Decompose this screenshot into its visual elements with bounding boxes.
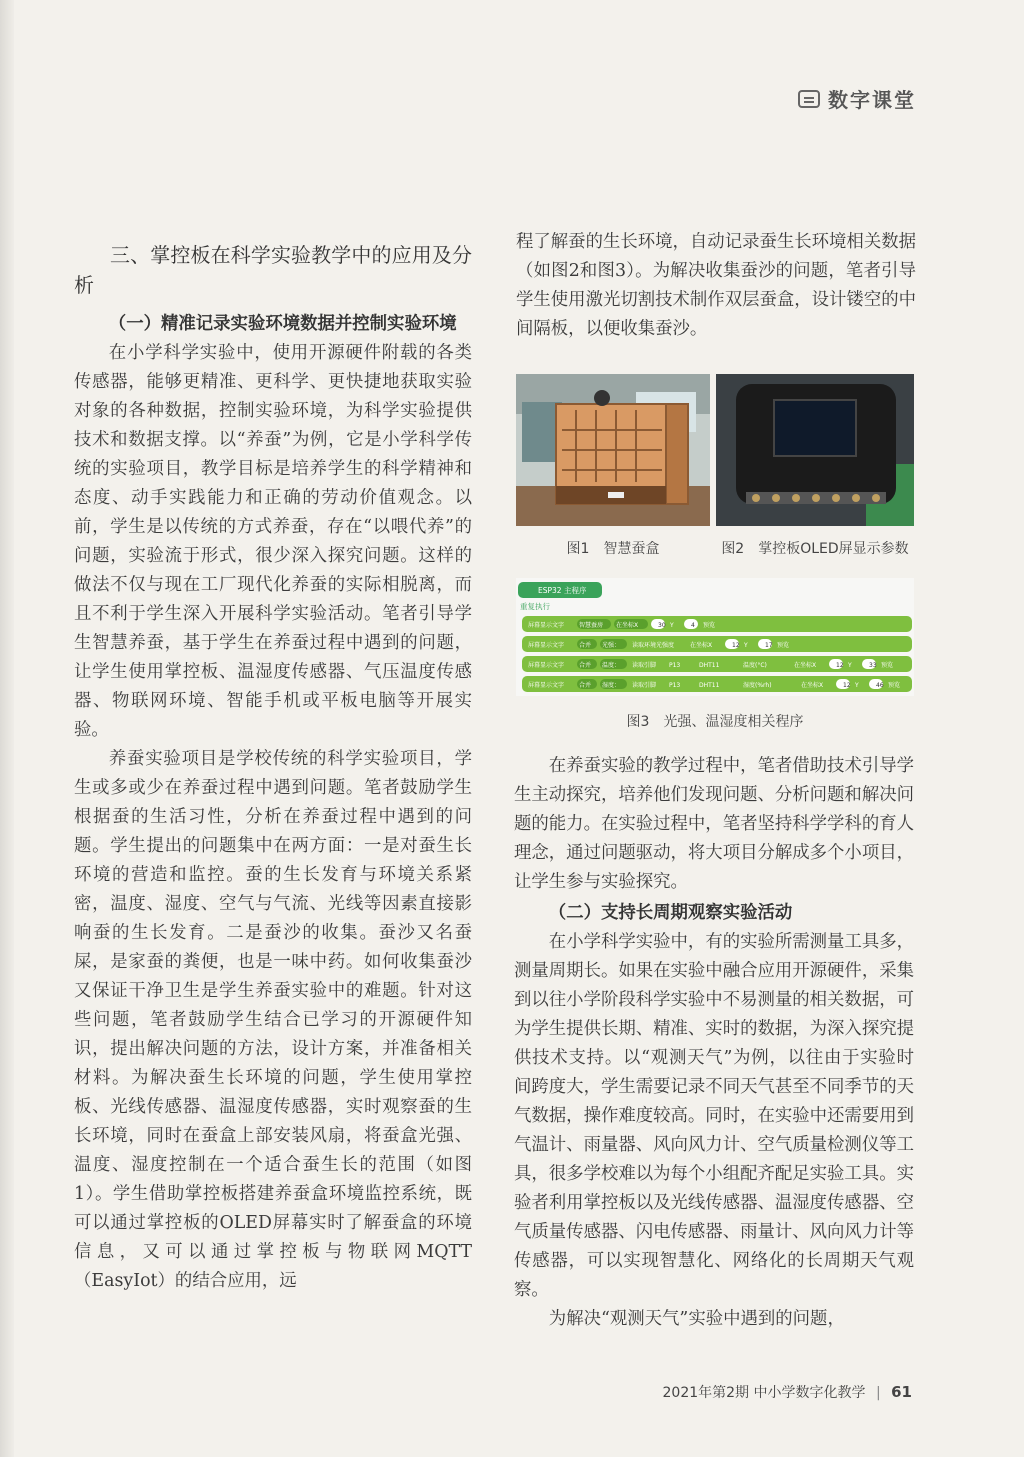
code-token: 湿度： bbox=[602, 682, 621, 689]
code-token: 在坐标X bbox=[690, 642, 713, 649]
code-token: 预览 bbox=[703, 622, 716, 629]
right-column-bottom bbox=[514, 752, 914, 1334]
figure-1-caption: 图1 智慧蚕盒 bbox=[566, 541, 660, 557]
code-token: 湿度(%rh) bbox=[743, 682, 772, 689]
page-number: 61 bbox=[891, 1383, 912, 1401]
code-token: 12 bbox=[843, 682, 851, 689]
section-heading: 三、掌控板在科学实验教学中的应用及分析 bbox=[74, 243, 472, 297]
code-token: P13 bbox=[669, 662, 681, 669]
figure-3-caption: 图3 光强、温湿度相关程序 bbox=[626, 714, 804, 730]
figure-2-caption: 图2 掌控板OLED屏显示参数 bbox=[721, 541, 909, 557]
code-token: 33 bbox=[869, 662, 877, 669]
code-token: 在坐标X bbox=[801, 682, 824, 689]
code-token: 屏幕显示文字 bbox=[528, 662, 565, 669]
block-program-illustration bbox=[516, 578, 914, 696]
silkworm-box-illustration bbox=[516, 374, 710, 526]
code-block-head: ESP32 主程序 bbox=[538, 586, 587, 595]
page-edge bbox=[0, 0, 14, 1457]
code-token: 预览 bbox=[881, 662, 894, 669]
code-token: 读取引脚 bbox=[632, 682, 657, 689]
code-token: 30 bbox=[658, 622, 666, 629]
section-title: 数字课堂 bbox=[828, 88, 916, 112]
code-token: DHT11 bbox=[699, 662, 720, 669]
footer-journal: 中小学数字化教学 bbox=[753, 1385, 866, 1401]
code-token: 12 bbox=[732, 642, 740, 649]
code-token: 合并 bbox=[579, 682, 592, 689]
paragraph: 为解决“观测天气”实验中遇到的问题， bbox=[548, 1309, 845, 1329]
code-token: 17 bbox=[765, 642, 773, 649]
paragraph: 在小学科学实验中，使用开源硬件附载的各类传感器，能够更精准、更科学、更快捷地获取实验对象的各种数据，控制实验环境，为科学实验提供技术和数据支撑。以“养蚕”为例，它是小学科学传统的实验项目，教学目标是培养学生的科学精神和态度、动手实践能力和正确的劳动价值观念。以前，学生是以传统的方式养蚕，存在“以喂代养”的问题，实验流于形式，很少深入探究问题。这样的做法不仅与现在工厂现代化养蚕的实际相脱离，而且不利于学生深入开展科学实验活动。笔者引导学生智慧养蚕，基于学生在养蚕过程中遇到的问题，让学生使用掌控板、温湿度传感器、气压温度传感器、物联网环境、智能手机或平板电脑等开展实验。 bbox=[74, 343, 472, 740]
running-header bbox=[798, 84, 916, 113]
code-token: 46 bbox=[876, 682, 884, 689]
code-token: Y bbox=[855, 682, 859, 689]
subsection-heading-1: （一）精准记录实验环境数据并控制实验环境 bbox=[108, 314, 457, 334]
code-token: 温度： bbox=[602, 662, 621, 669]
code-token: 屏幕显示文字 bbox=[528, 682, 565, 689]
page-footer bbox=[663, 1382, 913, 1402]
code-token: 光强： bbox=[602, 642, 621, 649]
oled-board-illustration bbox=[716, 374, 914, 526]
code-token: Y bbox=[744, 642, 748, 649]
right-column-top bbox=[516, 228, 916, 344]
code-token: 合并 bbox=[579, 662, 592, 669]
code-token: P13 bbox=[669, 682, 681, 689]
code-token: 预览 bbox=[777, 642, 790, 649]
code-token: 12 bbox=[836, 662, 844, 669]
figure-1-image bbox=[516, 374, 710, 526]
section-logo-icon bbox=[798, 90, 820, 108]
code-token: 读取引脚 bbox=[632, 662, 657, 669]
paragraph: 在养蚕实验的教学过程中，笔者借助技术引导学生主动探究，培养他们发现问题、分析问题和解决问题的能力。在实验过程中，笔者坚持科学学科的育人理念，通过问题驱动，将大项目分解成多个小项目，让学生参与实验探究。 bbox=[514, 756, 915, 892]
footer-issue: 2021年第2期 bbox=[662, 1385, 750, 1401]
paragraph-continued: 程了解蚕的生长环境，自动记录蚕生长环境相关数据（如图2和图3）。为解决收集蚕沙的问题，笔者引导学生使用激光切割技术制作双层蚕盒，设计镂空的中间隔板，以便收集蚕沙。 bbox=[516, 232, 916, 339]
code-token: 合并 bbox=[579, 642, 592, 649]
figure-2-image bbox=[716, 374, 914, 526]
code-token: DHT11 bbox=[699, 682, 720, 689]
code-token: Y bbox=[670, 622, 674, 629]
footer-separator: | bbox=[875, 1385, 881, 1401]
code-token: 屏幕显示文字 bbox=[528, 642, 565, 649]
code-token: 读取环境光强度 bbox=[632, 642, 675, 649]
paragraph: 养蚕实验项目是学校传统的科学实验项目，学生或多或少在养蚕过程中遇到问题。笔者鼓励学生根据蚕的生活习性，分析在养蚕过程中遇到的问题。学生提出的问题集中在两方面：一是对蚕生长环境的营造和监控。蚕的生长发育与环境关系紧密，温度、湿度、空气与气流、光线等因素直接影响蚕的生长发育。二是蚕沙的收集。蚕沙又名蚕屎，是家蚕的粪便，也是一味中药。如何收集蚕沙又保证干净卫生是学生养蚕实验中的难题。针对这些问题，笔者鼓励学生结合已学习的开源硬件知识，提出解决问题的方法，设计方案，并准备相关材料。为解决蚕生长环境的问题，学生使用掌控板、光线传感器、温湿度传感器，实时观察蚕的生长环境，同时在蚕盒上部安装风扇，将蚕盒光强、温度、湿度控制在一个适合蚕生长的范围（如图1）。学生借助掌控板搭建养蚕盒环境监控系统，既可以通过掌控板的OLED屏幕实时了解蚕盒的环境信息，又可以通过掌控板与物联网MQTT（EasyIot）的结合应用，远 bbox=[74, 749, 472, 1291]
code-token: 温度(°C) bbox=[743, 662, 767, 669]
code-token: 4 bbox=[691, 622, 695, 629]
code-token: 在坐标X bbox=[616, 622, 639, 629]
figure-3-image bbox=[516, 578, 914, 696]
code-token: 预览 bbox=[888, 682, 901, 689]
code-token: Y bbox=[848, 662, 852, 669]
paragraph: 在小学科学实验中，有的实验所需测量工具多，测量周期长。如果在实验中融合应用开源硬件，采集到以往小学阶段科学实验中不易测量的相关数据，可为学生提供长期、精准、实时的数据，为深入探究提供技术支持。以“观测天气”为例，以往由于实验时间跨度大，学生需要记录不同天气甚至不同季节的天气数据，操作难度较高。同时，在实验中还需要用到气温计、雨量器、风向风力计、空气质量检测仪等工具，很多学校难以为每个小组配齐配足实验工具。实验者利用掌控板以及光线传感器、温湿度传感器、空气质量传感器、闪电传感器、雨量计、风向风力计等传感器，可以实现智慧化、网络化的长周期天气观察。 bbox=[514, 932, 915, 1300]
subsection-heading-2: （二）支持长周期观察实验活动 bbox=[548, 903, 793, 923]
code-token: 智慧蚕房 bbox=[579, 622, 604, 629]
code-token: 屏幕显示文字 bbox=[528, 622, 565, 629]
code-block-loop: 重复执行 bbox=[520, 602, 550, 611]
left-column bbox=[74, 240, 472, 1296]
code-token: 在坐标X bbox=[794, 662, 817, 669]
